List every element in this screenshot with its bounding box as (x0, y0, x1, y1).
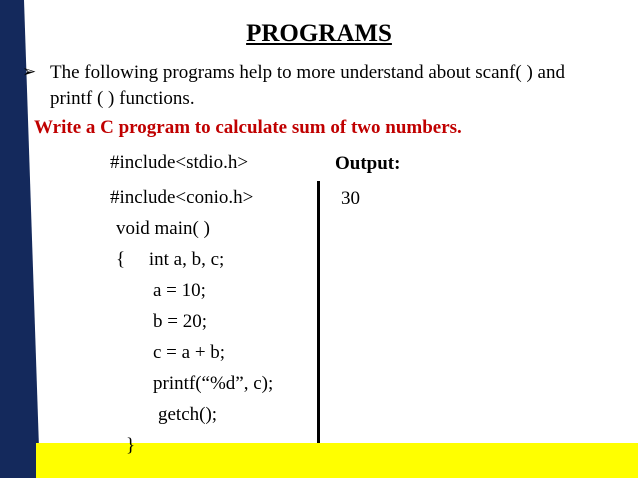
task-heading: Write a C program to calculate sum of two numbers. (34, 117, 462, 138)
code-line: } (126, 435, 136, 456)
code-line: printf(“%d”, c); (153, 373, 274, 394)
arrow-bullet-icon: ➢ (22, 62, 37, 81)
code-line: c = a + b; (153, 342, 226, 363)
output-label: Output: (335, 153, 401, 174)
code-line: void main( ) (116, 218, 210, 239)
code-line: a = 10; (153, 280, 206, 301)
code-line: b = 20; (153, 311, 207, 332)
code-line: #include<conio.h> (110, 187, 254, 208)
bullet-text: The following programs help to more understand about scanf( ) and printf ( ) functions. (50, 62, 565, 109)
code-line: getch(); (158, 404, 218, 425)
output-divider (317, 181, 320, 443)
output-value: 30 (341, 188, 360, 209)
code-line: { int a, b, c; (116, 249, 225, 270)
slide-title: PROGRAMS (246, 20, 392, 47)
code-line: #include<stdio.h> (110, 152, 249, 173)
